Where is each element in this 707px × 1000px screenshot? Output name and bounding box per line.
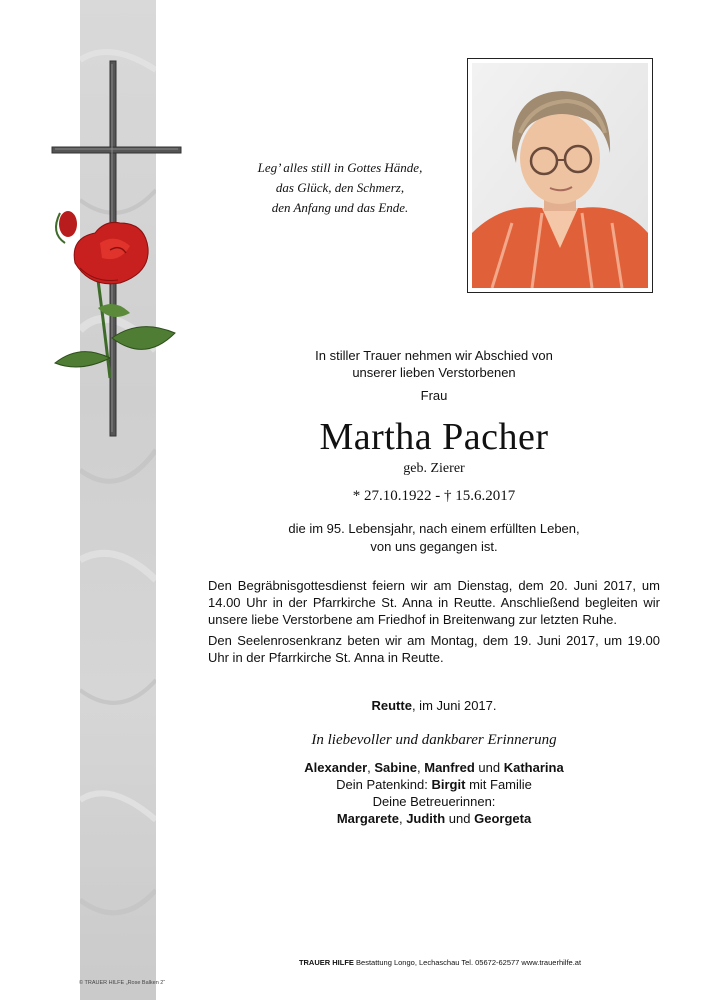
separator: ,	[367, 760, 375, 775]
bible-verse	[230, 158, 450, 218]
footer-brand: TRAUER HILFE	[298, 958, 354, 967]
closing-date: , im Juni 2017.	[411, 698, 497, 713]
relation-label: Dein Patenkind:	[336, 777, 432, 792]
life-dates: * 27.10.1922 - † 15.6.2017	[352, 488, 516, 504]
mourner-name: Sabine	[374, 760, 418, 775]
verse-line-2: das Glück, den Schmerz,	[275, 180, 405, 195]
intro-line-1: In stiller Trauer nehmen wir Abschied von	[315, 348, 553, 363]
mourners	[200, 759, 668, 827]
deceased-name: Martha Pacher	[319, 416, 549, 458]
mourners-line-1	[200, 759, 668, 776]
age-line-2: von uns gegangen ist.	[370, 539, 498, 554]
rosary-details: Den Seelenrosenkranz beten wir am Montag, dem 19. Juni 2017, um 19.00 Uhr in der Pfarrkirche St. Anna in Reutte.	[208, 633, 660, 665]
mourner-name: Georgeta	[474, 811, 532, 826]
intro-text	[200, 347, 668, 381]
mourners-line-3: Deine Betreuerinnen:	[372, 794, 496, 809]
verse-line-3: den Anfang und das Ende.	[271, 200, 409, 215]
memory-line: In liebevoller und dankbarer Erinnerung	[311, 732, 557, 748]
cross-with-rose	[40, 58, 190, 443]
age-text	[200, 520, 668, 556]
conjunction: und	[445, 811, 475, 826]
verse-line-1: Leg’ alles still in Gottes Hände,	[257, 160, 423, 175]
mourners-line-4	[200, 810, 668, 827]
mourner-name: Manfred	[424, 760, 475, 775]
intro-line-2: unserer lieben Verstorbenen	[352, 365, 516, 380]
age-line-1: die im 95. Lebensjahr, nach einem erfüllten Leben,	[288, 521, 580, 536]
cross-icon	[40, 58, 190, 443]
funeral-details: Den Begräbnisgottesdienst feiern wir am Dienstag, dem 20. Juni 2017, um 14.00 Uhr in der Pfarrkirche St. Anna in Reutte. Anschließend begleiten wir unsere liebe Verstorbene am Friedhof in Breitenwang zur letzten Ruhe.	[208, 578, 660, 627]
mourner-name: Judith	[406, 811, 446, 826]
place-date	[200, 698, 668, 713]
mourner-name: Birgit	[431, 777, 466, 792]
salutation: Frau	[420, 388, 448, 403]
separator: ,	[417, 760, 425, 775]
place-name: Reutte	[371, 698, 412, 713]
mourner-name: Alexander	[304, 760, 368, 775]
copyright: © TRAUER HILFE „Rose Balken 2“	[79, 980, 166, 986]
conjunction: und	[474, 760, 504, 775]
relation-suffix: mit Familie	[465, 777, 532, 792]
mourner-name: Margarete	[336, 811, 399, 826]
portrait-frame	[467, 58, 653, 293]
footer-text: Bestattung Longo, Lechaschau Tel. 05672-62577 www.trauerhilfe.at	[353, 958, 582, 967]
mourners-line-2	[200, 776, 668, 793]
footer	[240, 958, 640, 967]
mourner-name: Katharina	[503, 760, 564, 775]
maiden-name: geb. Zierer	[403, 461, 465, 476]
separator: ,	[398, 811, 407, 826]
portrait-photo	[472, 63, 648, 288]
